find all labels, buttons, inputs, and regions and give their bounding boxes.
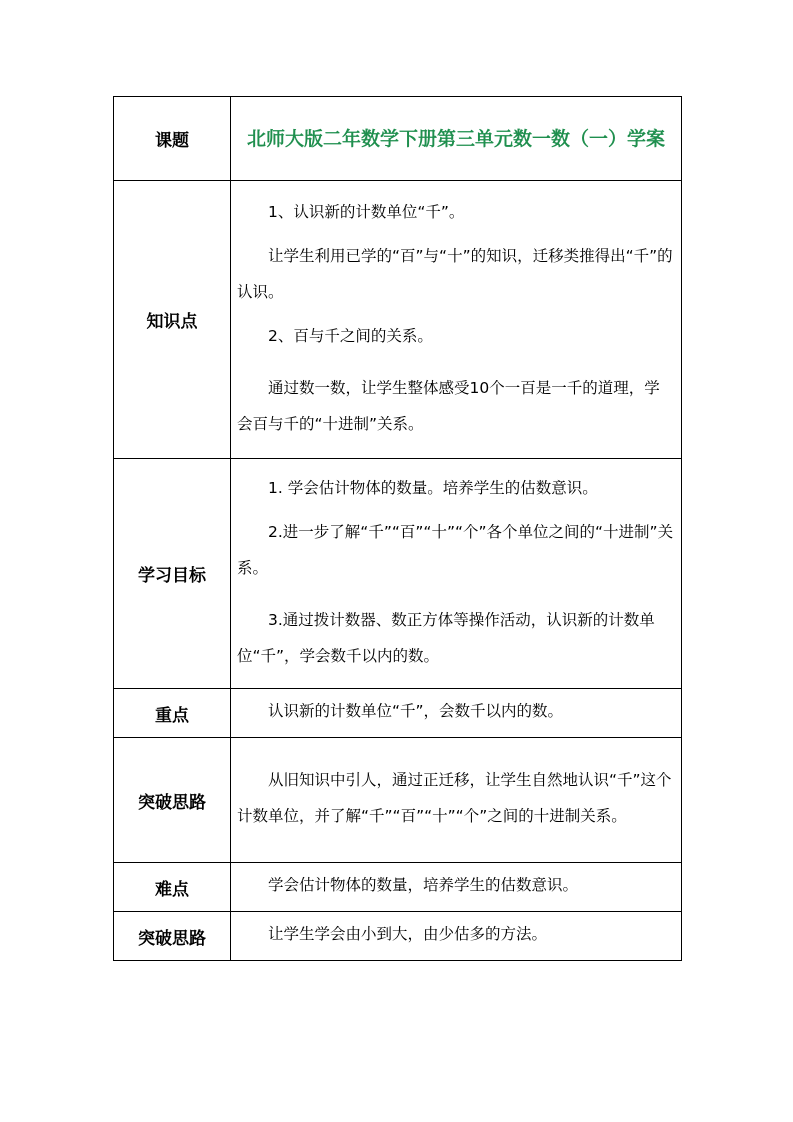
- lesson-title: 北师大版二年数学下册第三单元数一数（一）学案: [231, 97, 682, 181]
- key-point-label: 重点: [114, 689, 231, 738]
- key-approach-text: 从旧知识中引人，通过正迁移，让学生自然地认识“千”这个计数单位，并了解“千”“百”“十”“个”之间的十进制关系。: [237, 771, 672, 825]
- difficulty-approach-text: 让学生学会由小到大，由少估多的方法。: [268, 925, 548, 943]
- learning-goal-2: 2.进一步了解“千”“百”“十”“个”各个单位之间的“十进制”关系。: [237, 522, 674, 577]
- difficulty-approach-content: [231, 912, 682, 961]
- key-approach-row: [114, 738, 682, 863]
- difficulty-label: 难点: [114, 863, 231, 912]
- difficulty-approach-label: 突破思路: [114, 912, 231, 961]
- knowledge-point-1-detail: 让学生利用已学的“百”与“十”的知识，迁移类推得出“千”的认识。: [237, 246, 673, 301]
- knowledge-point-1: 1、认识新的计数单位“千”。: [268, 202, 465, 221]
- knowledge-point-2-detail: 通过数一数，让学生整体感受10个一百是一千的道理，学会百与千的“十进制”关系。: [237, 378, 660, 433]
- learning-goals-row: [114, 459, 682, 689]
- learning-goals-content: [231, 459, 682, 689]
- lesson-plan-table: [113, 96, 682, 961]
- difficulty-approach-row: [114, 912, 682, 961]
- knowledge-points-content: [231, 181, 682, 459]
- difficulty-content: [231, 863, 682, 912]
- key-approach-content: [231, 738, 682, 863]
- knowledge-points-row: [114, 181, 682, 459]
- knowledge-point-2: 2、百与千之间的关系。: [268, 326, 433, 345]
- learning-goals-label: 学习目标: [114, 459, 231, 689]
- difficulty-row: [114, 863, 682, 912]
- key-approach-label: 突破思路: [114, 738, 231, 863]
- topic-label: 课题: [114, 97, 231, 181]
- key-point-content: [231, 689, 682, 738]
- topic-row: [114, 97, 682, 181]
- key-point-row: [114, 689, 682, 738]
- learning-goal-3: 3.通过拨计数器、数正方体等操作活动，认识新的计数单位“千”，学会数千以内的数。: [237, 610, 655, 665]
- learning-goal-1: 1. 学会估计物体的数量。培养学生的估数意识。: [268, 478, 598, 497]
- difficulty-text: 学会估计物体的数量，培养学生的估数意识。: [268, 876, 579, 894]
- key-point-text: 认识新的计数单位“千”，会数千以内的数。: [268, 702, 564, 720]
- knowledge-points-label: 知识点: [114, 181, 231, 459]
